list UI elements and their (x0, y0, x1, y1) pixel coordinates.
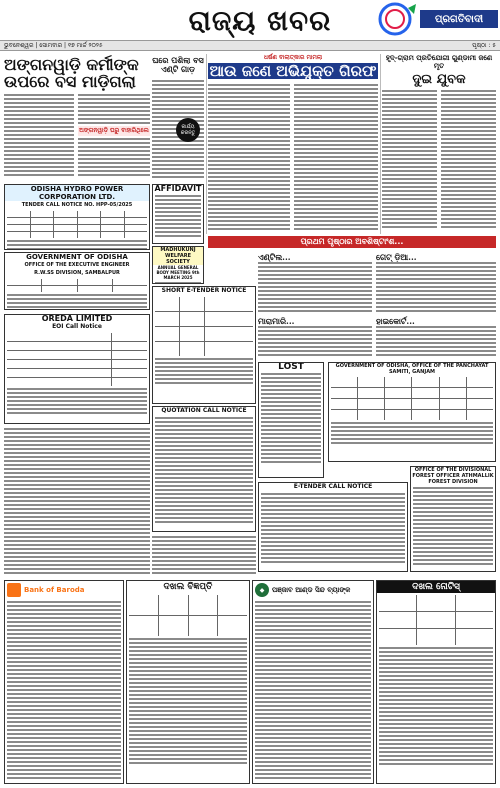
zoo-tender-title: SHORT E-TENDER NOTICE (161, 287, 247, 294)
lead-headline: ଅଙ୍ଗନୱାଡ଼ି କର୍ମୀଙ୍କ ଉପରେ ବସ ମାଡ଼ିଗଲା (4, 55, 139, 91)
continuation-banner: ପ୍ରଥମ ପୃଷ୍ଠାର ଅବଶିଷ୍ଟାଂଶ... (208, 236, 496, 248)
forest-body (413, 487, 493, 571)
brand-logo: ପ୍ରଗତିବାଦୀ (420, 10, 498, 28)
rwss-body (7, 294, 147, 310)
etender-body (261, 493, 405, 569)
cont-3-heading: ମାରାମାରି... (258, 316, 295, 326)
lead-body-2 (78, 94, 150, 180)
quotation-ad (152, 406, 256, 532)
madhukunj-title: MADHUKUNJ WELFARE SOCIETY (153, 247, 203, 265)
forest-ad (410, 466, 496, 572)
cont-2-body (376, 262, 496, 314)
possession-notice-title-2: ଦଖଲ ନୋଟିସ୍ (377, 581, 495, 593)
date-line: ଭୁବନେଶ୍ୱର | ସୋମବାର | ୧୭ ମାର୍ଚ୍ଚ ୨୦୨୫ (4, 41, 103, 49)
cont-4-body (376, 326, 496, 360)
affidavit-title: AFFIDAVIT (154, 184, 202, 193)
center-kicker: ଧର୍ଷଣ ବାଲାତ୍କାର ମାମଲା (263, 54, 323, 61)
possession-table-1 (129, 595, 247, 636)
oreda-title: OREDA LIMITED (41, 314, 113, 323)
ohpc-table (7, 211, 147, 238)
date-strip (0, 40, 500, 51)
side-headline: ଘରେ ପଶିଲା ବସ ଏଣ୍ଟି ଗାଡ଼ (152, 55, 204, 74)
quotation-title: QUOTATION CALL NOTICE (161, 407, 247, 414)
madhukunj-subtitle: ANNUAL GENERAL BODY MEETING 9th MARCH 2025 (156, 265, 200, 280)
punjab-sind-bank-title: ପଞ୍ଜାବ ଆଣ୍ଡ ସିନ୍ଦ ବ୍ୟାଙ୍କ (272, 585, 351, 594)
center-body-1 (208, 84, 290, 234)
badge: କାର୍ଯ୍ୟ କରନ୍ତୁ (176, 118, 200, 142)
cont-2-heading: ଗେଟ୍ ଡ଼ିଆ... (376, 252, 417, 262)
oreda-body (7, 388, 147, 416)
ohpc-ad (4, 184, 150, 250)
rwss-title: GOVERNMENT OF ODISHA (26, 253, 128, 261)
panchayat-title: GOVERNMENT OF ODISHA, OFFICE OF THE PANCHAYAT SAMITI, GANJAM (335, 363, 489, 375)
bank-of-baroda-title: Bank of Baroda (24, 586, 85, 594)
zoo-table (155, 297, 253, 356)
etender-ad (258, 482, 408, 572)
lead-subhead: ଅଙ୍ଗନୱାଡ଼ି ଘରୁ ବାହାରିଥିଲେ (79, 127, 149, 134)
lost-body (261, 373, 321, 473)
left-lower-body (4, 428, 150, 576)
ohpc-body (7, 240, 147, 250)
center-body-2 (294, 84, 378, 234)
page-number: ପୃଷ୍ଠା : ୫ (472, 41, 496, 49)
madhukunj-ad (152, 246, 204, 284)
possession-notice-body-1 (129, 638, 247, 768)
lost-ad (258, 362, 324, 478)
punjab-sind-bank-body (255, 601, 371, 781)
zoo-tender-ad (152, 286, 256, 404)
bank-emblem-icon: ◆ (255, 583, 269, 597)
affidavit-ad (152, 184, 204, 244)
lost-title: LOST (278, 362, 304, 372)
column-divider (380, 54, 381, 234)
ohpc-title: ODISHA HYDRO POWER CORPORATION LTD. (5, 185, 149, 201)
ohpc-subtitle: TENDER CALL NOTICE NO. HPP-05/2025 (21, 202, 133, 208)
panchayat-body (331, 422, 493, 448)
lead-body (4, 94, 74, 180)
cont-1-heading: ଏଣ୍ଟିଲ... (258, 252, 291, 262)
rwss-ad (4, 252, 150, 310)
possession-notice-ad-2 (376, 580, 496, 784)
cont-4-heading: ହାଇକୋର୍ଟ... (376, 316, 415, 326)
panchayat-ad (328, 362, 496, 462)
panchayat-table (331, 377, 493, 420)
bank-logo-icon (7, 583, 21, 597)
punjab-sind-bank-ad (252, 580, 374, 784)
oreda-ad (4, 314, 150, 424)
page-title: ରାଜ୍ୟ ଖବର (188, 4, 332, 37)
madhukunj-body (155, 282, 201, 284)
etender-title: E-TENDER CALL NOTICE (293, 483, 373, 490)
possession-notice-body-2 (379, 647, 493, 767)
center-headline: ଆଉ ଜଣେ ଅଭିଯୁକ୍ତ ଗିରଫ (209, 62, 377, 80)
forest-title: OFFICE OF THE DIVISIONAL FOREST OFFICER ATHMALLIK FOREST DIVISION (412, 467, 494, 485)
right-body-2 (441, 90, 496, 232)
zoo-body (155, 358, 253, 388)
mid-lower-body (152, 536, 256, 576)
cont-1-body (258, 262, 372, 314)
possession-notice-ad-1 (126, 580, 250, 784)
affidavit-body (155, 195, 201, 241)
right-body-1 (382, 90, 437, 232)
possession-table-2 (379, 595, 493, 645)
oreda-table (7, 333, 147, 386)
rwss-subtitle-2: R.W.SS DIVISION, SAMBALPUR (34, 270, 120, 276)
rwss-subtitle: OFFICE OF THE EXECUTIVE ENGINEER (24, 262, 130, 268)
cont-3-body (258, 326, 372, 360)
anniversary-emblem-icon (378, 2, 418, 36)
right-kicker: ହୃଦ୍-ଗ୍ରାମ ପ୍ରତିଯୋଗୀ ଗୁଣ୍ଡାମୀ ଜଣେ ମୃତ (385, 54, 493, 70)
bank-of-baroda-body (7, 601, 121, 781)
bank-of-baroda-ad (4, 580, 124, 784)
right-headline: ଦୁଇ ଯୁବକ (412, 72, 466, 87)
quotation-body (155, 417, 253, 527)
possession-notice-title-1: ଦଖଲ ବିଜ୍ଞପ୍ତି (163, 582, 213, 592)
rwss-table (7, 279, 147, 292)
eoi-title: EOI Call Notice (52, 323, 102, 330)
column-divider (206, 54, 207, 234)
